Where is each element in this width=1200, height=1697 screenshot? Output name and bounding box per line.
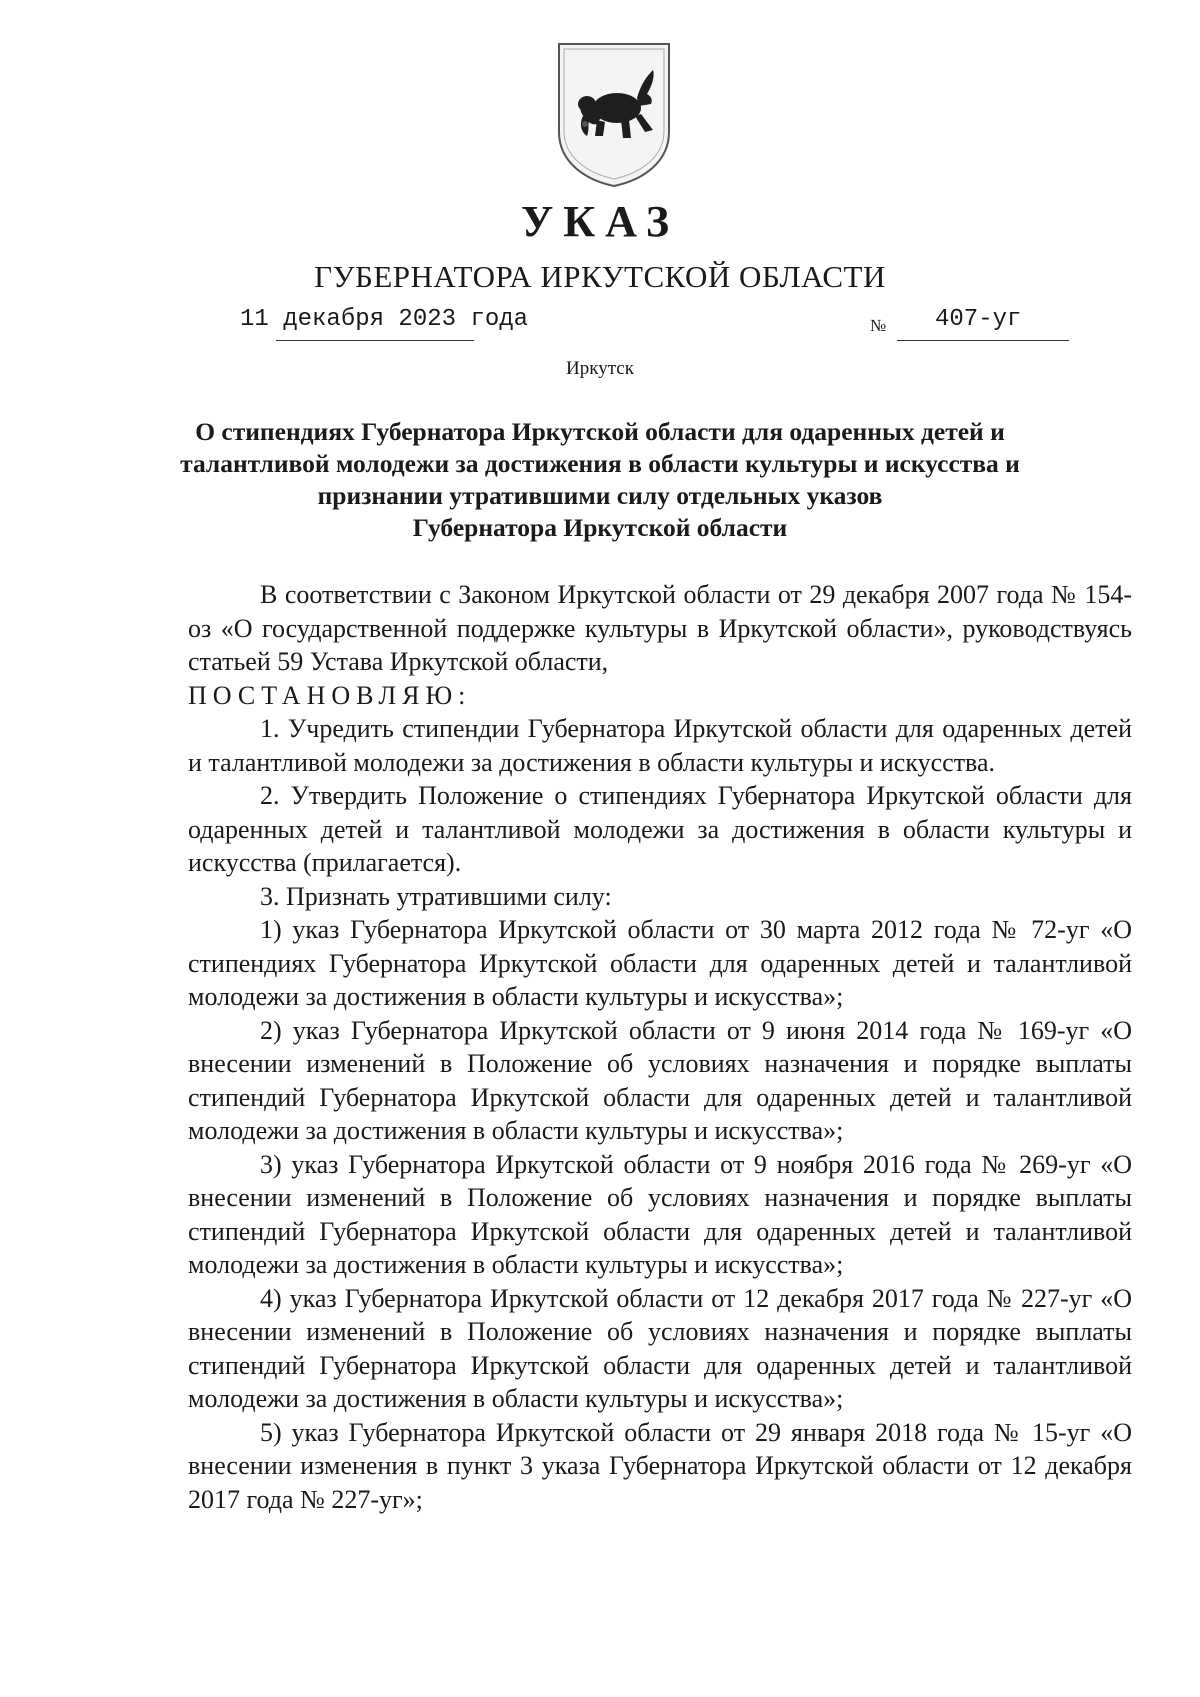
- decree-word: ПОСТАНОВЛЯЮ:: [188, 680, 472, 710]
- title-line: признании утратившими силу отдельных указов: [317, 481, 883, 510]
- date-underline: [276, 340, 474, 341]
- document-title: [150, 416, 1050, 544]
- document-date: 11 декабря 2023 года: [240, 306, 529, 333]
- repealed-item: 1) указ Губернатора Иркутской области от 30 марта 2012 года № 72-уг «О стипендиях Губернатора Иркутской области для одаренных детей и талантливой молодежи за достижения в области культуры и искусства»;: [188, 915, 1132, 1011]
- body-paragraph: 1. Учредить стипендии Губернатора Иркутской области для одаренных детей и талантливой молодежи за достижения в области культуры и искусства.: [188, 714, 1132, 777]
- title-line: Губернатора Иркутской области: [412, 513, 788, 542]
- document-type-heading: УКАЗ: [520, 197, 680, 246]
- coat-of-arms-emblem: [555, 40, 673, 190]
- number-sign: №: [870, 316, 887, 335]
- sable-in-mouth: [582, 121, 588, 127]
- issuer-heading: ГУБЕРНАТОРА ИРКУТСКОЙ ОБЛАСТИ: [314, 259, 886, 294]
- preamble-paragraph: В соответствии с Законом Иркутской области от 29 декабря 2007 года № 154-оз «О государственной поддержке культуры в Иркутской области», руководствуясь статьей 59 Устава Иркутской области,: [188, 580, 1132, 676]
- body-paragraph: 3. Признать утратившими силу:: [260, 881, 612, 911]
- body-paragraph: 2. Утвердить Положение о стипендиях Губернатора Иркутской области для одаренных детей и талантливой молодежи за достижения в области культуры и искусства (прилагается).: [188, 781, 1132, 877]
- repealed-item: 2) указ Губернатора Иркутской области от 9 июня 2014 года № 169-уг «О внесении изменений в Положение об условиях назначения и порядке выплаты стипендий Губернатора Иркутской области для одаренных детей и талантливой молодежи за достижения в области культуры и искусства»;: [188, 1015, 1132, 1145]
- repealed-item: 5) указ Губернатора Иркутской области от 29 января 2018 года № 15-уг «О внесении изменения в пункт 3 указа Губернатора Иркутской области от 12 декабря 2017 года № 227-уг»;: [188, 1417, 1132, 1514]
- number-underline: [897, 340, 1069, 341]
- document-number: 407-уг: [935, 306, 1022, 333]
- issue-city: Иркутск: [566, 358, 634, 379]
- document-body: [188, 578, 1132, 1516]
- repealed-item: 3) указ Губернатора Иркутской области от 9 ноября 2016 года № 269-уг «О внесении изменений в Положение об условиях назначения и порядке выплаты стипендий Губернатора Иркутской области для одаренных детей и талантливой молодежи за достижения в области культуры и искусства»;: [188, 1149, 1132, 1279]
- repealed-item: 4) указ Губернатора Иркутской области от 12 декабря 2017 года № 227-уг «О внесении изменений в Положение об условиях назначения и порядке выплаты стипендий Губернатора Иркутской области для одаренных детей и талантливой молодежи за достижения в области культуры и искусства»;: [188, 1283, 1132, 1413]
- title-line: талантливой молодежи за достижения в области культуры и искусства и: [180, 449, 1020, 478]
- title-line: О стипендиях Губернатора Иркутской области для одаренных детей и: [195, 417, 1005, 446]
